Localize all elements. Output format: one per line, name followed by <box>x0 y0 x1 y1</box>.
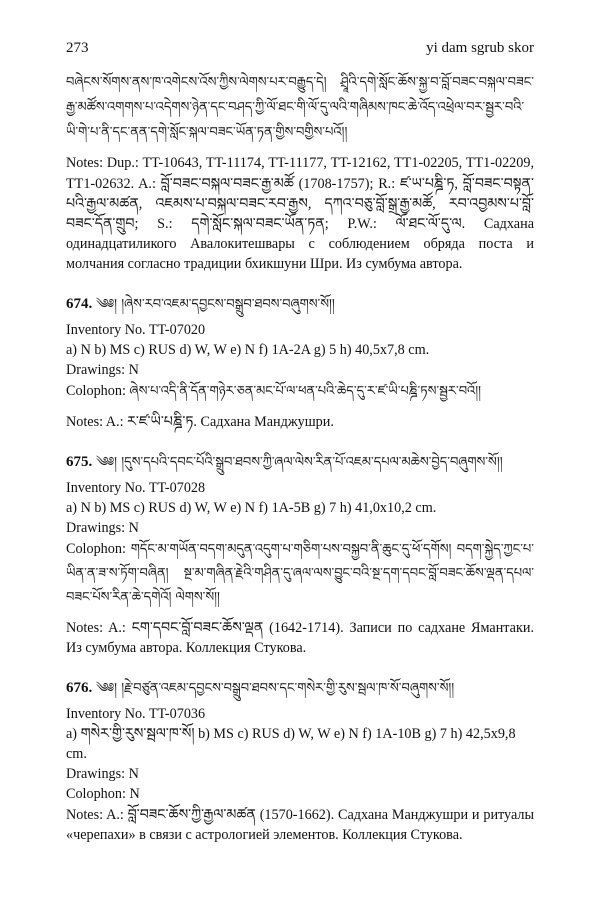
entry-title-tibetan: ༄༅། །ཞེས་རབ་འཇམ་དབྱངས་བསྒྲུབ་ཐབས་བཞུགས་སོ།། <box>96 297 335 313</box>
entry-title <box>66 678 534 699</box>
entry-title-tibetan: ༄༅། །དུས་དཔའི་དབང་པོའི་སྒྲུབ་ཐབས་ཀྱི་ཞལ་ལེས་རིན་པོ་འཇམ་དཔལ་མཆེས་བྱེད་བཞུགས་སོ།། <box>96 455 503 471</box>
entry-title <box>66 452 534 473</box>
colophon-field <box>66 380 534 404</box>
entry-number: 675. <box>66 454 93 471</box>
colophon-label: Colophon: <box>66 383 126 400</box>
catalog-entry-675 <box>66 452 534 658</box>
drawings-field: Drawings: N <box>66 519 139 536</box>
page-number: 273 <box>66 40 89 56</box>
catalog-entry-676 <box>66 678 534 844</box>
colophon-label: Colophon: N <box>66 786 140 803</box>
running-header <box>66 38 534 59</box>
colophon-field <box>66 538 534 610</box>
tibetan-colophon-text: བཞེངས་སོགས་ནས་ཁ་འགེངས་འོས་ཀྱིས་ལེགས་པར་བརྒྱུད་དེ། ཤྲཱིའི་དགེ་སློང་ཆོས་སྐྱ་བ་བློ་བཟང་བསྐལ་བཟང་རྒྱ་མཚོས་འགགས་པ་འདེགས་ཉེན་དང་བཤད་ཀྱི་ལོ་ཐང་གི་ལོ་དུ་ལའི་གཞིམས་ཁང་ཆེ་འོད་འཕྲེལ་བར་སྦྱར་བའི་ཡི་གེ་པ་ནི་དང་ནན་དགེ་སློང་སྐལ་བཟང་ཡོན་ཏན་གྱིས་བགྱིས་པའོ།། <box>66 75 534 140</box>
inventory-number: Inventory No. TT-07036 <box>66 705 206 722</box>
colophon-field <box>66 784 534 804</box>
entry-title-tibetan: ༄༅། །རྗེ་བཙུན་འཇམ་དབྱངས་བསྒྲུབ་ཐབས་དང་གསེར་གྱི་རུས་སྦལ་ཁ་སོ་བཞུགས་སོ།། <box>96 681 455 697</box>
drawings-field: Drawings: N <box>66 361 139 378</box>
physical-description: a) N b) MS c) RUS d) W, W e) N f) 1A-5B g) 7 h) 41,0x10,2 cm. <box>66 499 437 516</box>
catalog-entry-674 <box>66 294 534 432</box>
physical-description: a) N b) MS c) RUS d) W, W e) N f) 1A-2A g) 5 h) 40,5x7,8 cm. <box>66 341 430 358</box>
physical-description: a) གསེར་གྱི་རུས་སྦལ་ཁ་སོ། b) MS c) RUS d) W, W e) N f) 1A-10B g) 7 h) 42,5x9,8 cm. <box>66 725 516 763</box>
drawings-field: Drawings: N <box>66 766 139 783</box>
entry-title <box>66 294 534 315</box>
entry-number: 676. <box>66 680 93 697</box>
entry-notes: Notes: A.: ངག་དབང་བློ་བཟང་ཆོས་ལྡན (1642-1714). Записи по садхане Ямантаки. Из сумбума автора. Коллекция Стукова. <box>66 620 534 657</box>
colophon-label: Colophon: <box>66 541 126 558</box>
entry-notes: Notes: Dup.: TT-10643, TT-11174, TT-11177, TT-12162, TT1-02205, TT1-02209, TT1-02632. A.: བློ་བཟང་བསྐལ་བཟང་རྒྱ་མཚོ (1708-1757); R.: ཛ་ཡ་པཎྜི་ཏ, བློ་བཟང་བསྟན་པའི་རྒྱལ་མཚན, འཇམས་པ་བསྐལ་བཟང་རབ་རྒྱས, དཀའ་བཅུ་བློ་སྒྲ་རྒྱ་མཚོ, རབ་འབྱམས་པ་བློ་བཟང་དོན་གྲུབ; S.: དགེ་སློང་སྐལ་བཟང་ཡོན་ཏན; P.W.: ལོ་ཐང་ལོ་དུ་ལ. Садхана одинадцатиликого Авалокитешвары с соблюдением обряда поста и молчания согласно традиции бхикшуни Шри. Из сумбума автора. <box>66 155 534 273</box>
running-title: yi dam sgrub skor <box>426 40 534 56</box>
entry-number: 674. <box>66 296 93 313</box>
inventory-number: Inventory No. TT-07020 <box>66 321 206 338</box>
colophon-text: ཞེས་པ་འདི་ནི་དོན་གཉེར་ཅན་མང་པོ་ལ་ཕན་པའི་ཆེད་དུ་ར་ཛ་ཡི་པཎྜི་ཏས་སྦྱར་བའོ།། <box>129 384 481 400</box>
entry-notes: Notes: A.: བློ་བཟང་ཆོས་ཀྱི་རྒྱལ་མཚན (1570-1662). Садхана Манджушри и ритуалы «черепахи» в связи с астрологией элементов. Коллекция Стукова. <box>66 806 534 843</box>
continued-entry <box>66 71 534 274</box>
colophon-text: གདོང་མ་གཡོན་བདག་མདུན་འདུག་པ་གཅིག་པས་བསྐྱབ་ནི་ཆུང་དུ་ཕོ་དགོས། བདག་སྐྱེད་ཀྱང་པ་ཡིན་ན་ཟ་ས་ཏོག་བཞིན། སྔ་མ་གཞིན་རྗེའི་གཤིན་དུ་ཞལ་ལས་བྱུང་བའི་སྔ་དག་དབང་བློ་བཟང་ཆོས་ལྡན་དཔལ་བཟང་པོས་རིན་ཆེ་དགེའོ། ལེགས་སོ།། <box>66 542 534 606</box>
entry-notes: Notes: A.: ར་ཛ་ཡི་པཎྜི་ཏ. Садхана Манджушри. <box>66 414 334 431</box>
inventory-number: Inventory No. TT-07028 <box>66 479 206 496</box>
